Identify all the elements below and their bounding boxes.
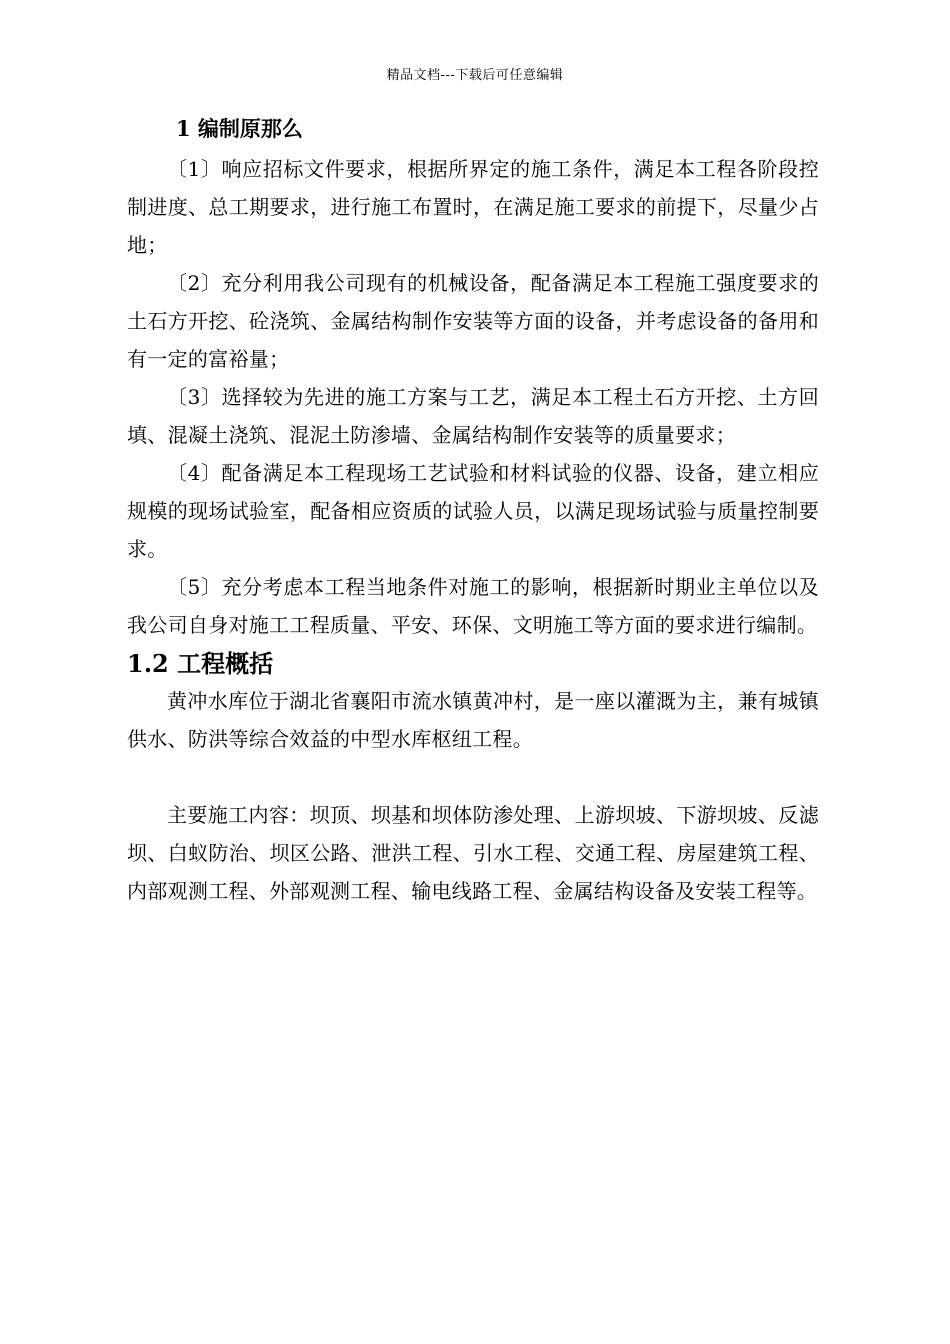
section-title-overview: 1.2 工程概括	[127, 649, 274, 678]
principle-item-5: 〔5〕充分考虑本工程当地条件对施工的影响，根据新时期业主单位以及我公司自身对施工工程质量、平安、环保、文明施工等方面的要求进行编制。	[127, 575, 819, 637]
principle-item-1: 〔1〕响应招标文件要求，根据所界定的施工条件，满足本工程各阶段控制进度、总工期要求，进行施工布置时，在满足施工要求的前提下，尽量少占地；	[127, 157, 819, 257]
principle-item-3: 〔3〕选择较为先进的施工方案与工艺，满足本工程土石方开挖、土方回填、混凝土浇筑、混泥土防渗墙、金属结构制作安装等的质量要求；	[127, 385, 819, 447]
document-body	[127, 112, 819, 910]
page-header: 精品文档---下载后可任意编辑	[386, 68, 564, 83]
principle-item-2: 〔2〕充分利用我公司现有的机械设备，配备满足本工程施工强度要求的土石方开挖、砼浇筑、金属结构制作安装等方面的设备，并考虑设备的备用和有一定的富裕量；	[127, 271, 819, 371]
principle-item-4: 〔4〕配备满足本工程现场工艺试验和材料试验的仪器、设备，建立相应规模的现场试验室，配备相应资质的试验人员，以满足现场试验与质量控制要求。	[127, 461, 819, 561]
overview-paragraph: 黄冲水库位于湖北省襄阳市流水镇黄冲村，是一座以灌溉为主，兼有城镇供水、防洪等综合效益的中型水库枢纽工程。	[127, 689, 819, 751]
section-title-principles: 1 编制原那么	[176, 116, 303, 141]
construction-content-paragraph: 主要施工内容：坝顶、坝基和坝体防渗处理、上游坝坡、下游坝坡、反滤坝、白蚁防治、坝区公路、泄洪工程、引水工程、交通工程、房屋建筑工程、内部观测工程、外部观测工程、输电线路工程、金属结构设备及安装工程等。	[127, 803, 819, 903]
